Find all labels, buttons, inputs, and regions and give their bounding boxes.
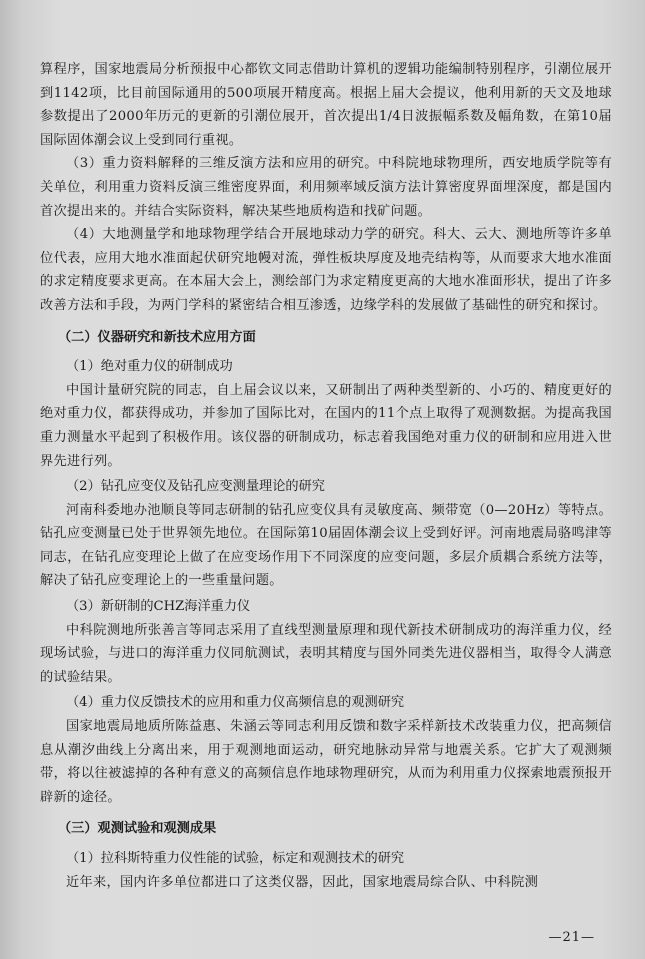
paragraph-tidal-expansion: 算程序，国家地震局分析预报中心都钦文同志借助计算机的逻辑功能编制特别程序，引潮位展开到1142项，比目前国际通用的500项展开精度高。根据上届大会提议，他利用新的天文及地球参数提出了2000年历元的更新的引潮位展开，首次提出1/4日波振幅系数及幅角数，在第10届国际固体潮会议上受到同行重视。 xyxy=(40,62,612,148)
subheading-absolute-gravimeter: （1）绝对重力仪的研制成功 xyxy=(66,359,233,375)
subheading-marine-gravimeter: （3）新研制的CHZ海洋重力仪 xyxy=(66,599,251,615)
paragraph-feedback-technique: 国家地震局地质所陈益惠、朱涵云等同志利用反馈和数字采样新技术改装重力仪，把高频信息从潮汐曲线上分离出来，用于观测地面运动，研究地脉动异常与地震关系。它扩大了观测频带，将以往被滤掉的各种有意义的高频信息作地球物理研究，从而为利用重力仪探索地震预报开辟新的途径。 xyxy=(40,719,612,805)
section-heading-instruments: （二）仪器研究和新技术应用方面 xyxy=(58,329,256,345)
paragraph-absolute-gravimeter: 中国计量研究院的同志，自上届会议以来，又研制出了两种类型新的、小巧的、精度更好的绝对重力仪，都获得成功，并参加了国际比对，在国内的11个点上取得了观测数据。为提高我国重力测量水平起到了积极作用。该仪器的研制成功，标志着我国绝对重力仪的研制和应用进入世界先进行列。 xyxy=(40,382,612,469)
page-content xyxy=(40,58,612,894)
subheading-lacoste-gravimeter: （1）拉科斯特重力仪性能的试验，标定和观测技术的研究 xyxy=(66,851,405,866)
section-heading-observations: （三）观测试验和观测成果 xyxy=(58,821,217,837)
paragraph-marine-gravimeter: 中科院测地所张善言等同志采用了直线型测量原理和现代新技术研制成功的海洋重力仪，经现场试验，与进口的海洋重力仪同航测试，表明其精度与国外同类先进仪器相当，取得令人满意的试验结果。 xyxy=(40,622,612,685)
paragraph-geodynamics: （4）大地测量学和地球物理学结合开展地球动力学的研究。科大、云大、测地所等许多单位代表，应用大地水准面起伏研究地幔对流，弹性板块厚度及地壳结构等，从而要求大地水准面的求定精度要求更高。在本届大会上，测绘部门为求定精度更高的大地水准面形状，提出了许多改善方法和手段，为两门学科的紧密结合相互渗透，边缘学科的发展做了基础性的研究和探讨。 xyxy=(40,227,612,313)
paragraph-gravity-inversion: （3）重力资料解释的三维反演方法和应用的研究。中科院地球物理所，西安地质学院等有关单位，利用重力资料反演三维密度界面，利用频率域反演方法计算密度界面埋深度，都是国内首次提出来的。并结合实际资料，解决某些地质构造和找矿问题。 xyxy=(40,156,612,219)
subheading-borehole-strain: （2）钻孔应变仪及钻孔应变测量理论的研究 xyxy=(66,479,325,495)
subheading-feedback-technique: （4）重力仪反馈技术的应用和重力仪高频信息的观测研究 xyxy=(66,695,405,711)
paragraph-borehole-strain: 河南科委地办池顺良等同志研制的钻孔应变仪具有灵敏度高、频带宽（0—20Hz）等特点。钻孔应变测量已处于世界领先地位。在国际第10届固体潮会议上受到好评。河南地震局骆鸣津等同志，在钻孔应变理论上做了在应变场作用下不同深度的应变问题，多层介质耦合系统方法等，解决了钻孔应变理论上的一些重量问题。 xyxy=(40,502,612,589)
paragraph-lacoste-gravimeter: 近年来，国内许多单位都进口了这类仪器，因此，国家地震局综合队、中科院测 xyxy=(66,874,539,890)
page-number: —21— xyxy=(548,930,595,945)
